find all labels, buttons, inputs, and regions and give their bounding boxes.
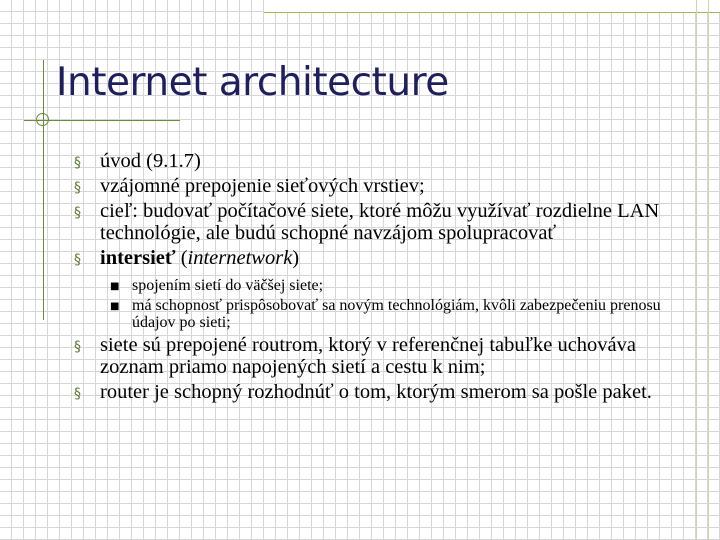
bullet-icon: § <box>74 252 81 268</box>
term-italic: internetwork <box>187 247 293 269</box>
slide-body <box>74 150 684 406</box>
sub-bullet-icon: ■ <box>110 301 120 312</box>
bullet-text: cieľ: budovať počítačové siete, ktoré môžu využívať rozdielne LAN technológie, ale budú schopné navzájom spolupracovať <box>100 200 660 244</box>
corner-decoration <box>264 0 720 12</box>
term-paren-close: ) <box>292 247 300 269</box>
bullet-list <box>74 150 684 403</box>
bullet-item <box>74 200 684 244</box>
bullet-item <box>74 175 684 197</box>
bullet-text: siete sú prepojené routrom, ktorý v referenčnej tabuľke uchováva zoznam priamo napojených sietí a cestu k nim; <box>100 334 636 378</box>
bullet-icon: § <box>74 180 81 196</box>
slide-title: Internet architecture <box>56 60 449 105</box>
bullet-icon: § <box>74 386 81 402</box>
bullet-item <box>74 381 684 403</box>
crosshair-vertical-line <box>43 60 44 320</box>
sub-bullet-text: spojením sietí do väčšej siete; <box>132 277 324 294</box>
crosshair-ring-icon <box>36 113 49 126</box>
bullet-icon: § <box>74 205 81 221</box>
sub-bullet-item <box>110 297 684 331</box>
bullet-item <box>74 150 684 172</box>
bullet-item <box>74 334 684 378</box>
bullet-icon: § <box>74 339 81 355</box>
sub-bullet-icon: ■ <box>110 281 120 292</box>
sub-bullet-item <box>110 277 684 294</box>
frame-line-right <box>696 0 697 540</box>
sub-bullet-text: má schopnosť prispôsobovať sa novým technológiám, kvôli zabezpečeniu prenosu údajov po sieti; <box>132 297 661 331</box>
term-bold: intersieť <box>100 247 176 269</box>
bullet-icon: § <box>74 155 81 171</box>
bullet-text: router je schopný rozhodnúť o tom, ktorým smerom sa pošle paket. <box>100 381 652 403</box>
frame-line-right-outer <box>708 0 709 540</box>
bullet-text: úvod (9.1.7) <box>100 150 201 172</box>
bullet-text: vzájomné prepojenie sieťových vrstiev; <box>100 175 425 197</box>
sub-bullet-list <box>110 277 684 331</box>
bullet-item-intersiet <box>74 247 684 331</box>
term-paren-open: ( <box>175 247 188 269</box>
corner-edge-line <box>264 12 720 13</box>
